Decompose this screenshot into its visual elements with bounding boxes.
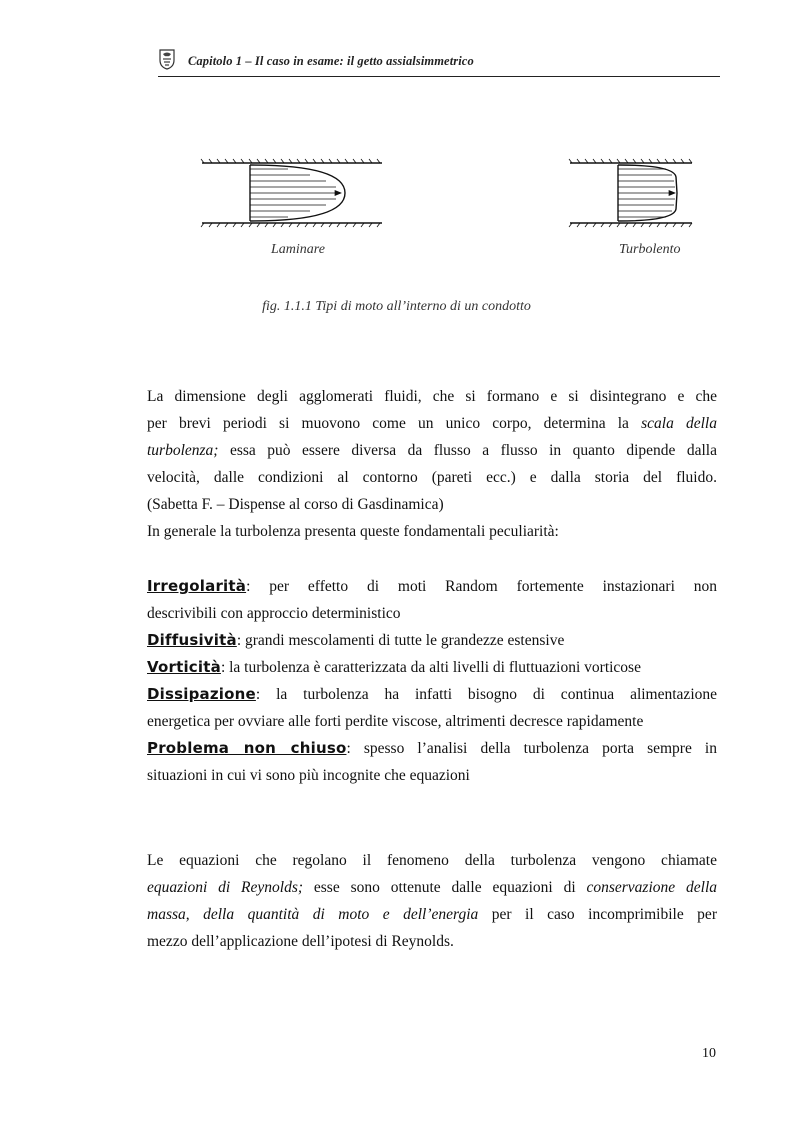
text-line: In generale la turbolenza presenta queste fondamentali peculiarità: [147,523,559,540]
feature-text: : spesso l’analisi della turbolenza porta sempre in [346,740,717,757]
feature-text: : la turbolenza ha infatti bisogno di continua alimentazione [255,686,717,703]
feature-text: : per effetto di moti Random fortemente instazionari non [246,578,717,595]
feature-term: Irregolarità [147,577,247,595]
text-line: velocità, dalle condizioni al contorno (pareti ecc.) e dalla storia del fluido. [147,469,717,486]
page-number: 10 [702,1046,716,1061]
feature-term: Dissipazione [147,685,256,703]
text-line [147,410,717,437]
laminar-flow-diagram [200,155,385,235]
paragraph-reynolds-equations [147,847,717,955]
citation-line: (Sabetta F. – Dispense al corso di Gasdinamica) [147,496,444,513]
text-line: mezzo dell’applicazione dell’ipotesi di Reynolds. [147,933,454,950]
text-span: per il caso incomprimibile per [478,906,717,923]
feature-term: Problema non chiuso [147,739,347,757]
feature-term: Diffusività [147,631,237,649]
feature-term: Vorticità [147,658,221,676]
text-line: La dimensione degli agglomerati fluidi, che si formano e si disintegrano e che [147,388,717,405]
feature-text: : grandi mescolamenti di tutte le grandezze estensive [236,632,565,649]
feature-item [147,735,717,762]
emphasis-text: scala della [641,415,717,432]
feature-item [147,627,717,654]
feature-item [147,654,717,681]
text-line [147,901,717,928]
text-span: essa può essere diversa da flusso a flusso in quanto dipende dalla [218,442,717,459]
text-span: esse sono ottenute dalle equazioni di [303,879,587,896]
figure-caption: fig. 1.1.1 Tipi di moto all’interno di un condotto [262,299,531,314]
text-line [147,874,717,901]
text-line: Le equazioni che regolano il fenomeno della turbolenza vengono chiamate [147,852,717,869]
text-line [147,437,717,464]
feature-text: : la turbolenza è caratterizzata da alti livelli di fluttuazioni vorticose [220,659,641,676]
laminar-label: Laminare [271,242,325,257]
feature-item [147,573,717,600]
turbulence-features-list [147,573,717,789]
feature-item-continued: situazioni in cui vi sono più incognite che equazioni [147,767,470,784]
emphasis-text: conservazione della [586,879,718,896]
text-span: per brevi periodi si muovono come un unico corpo, determina la [147,415,642,432]
feature-item [147,681,717,708]
emphasis-text: turbolenza; [147,442,219,459]
feature-item-continued: energetica per ovviare alle forti perdite viscose, altrimenti decresce rapidamente [147,713,644,730]
paragraph-turbulence-scale [147,383,717,545]
university-crest-icon [158,48,176,70]
header-title: Capitolo 1 – Il caso in esame: il getto assialsimmetrico [188,54,474,68]
emphasis-text: massa, della quantità di moto e dell’energia [147,906,479,923]
turbulent-label: Turbolento [619,242,681,257]
feature-item-continued: descrivibili con approccio deterministico [147,605,401,622]
turbulent-flow-diagram [566,155,696,235]
page-header [158,46,720,77]
emphasis-text: equazioni di Reynolds; [147,879,304,896]
